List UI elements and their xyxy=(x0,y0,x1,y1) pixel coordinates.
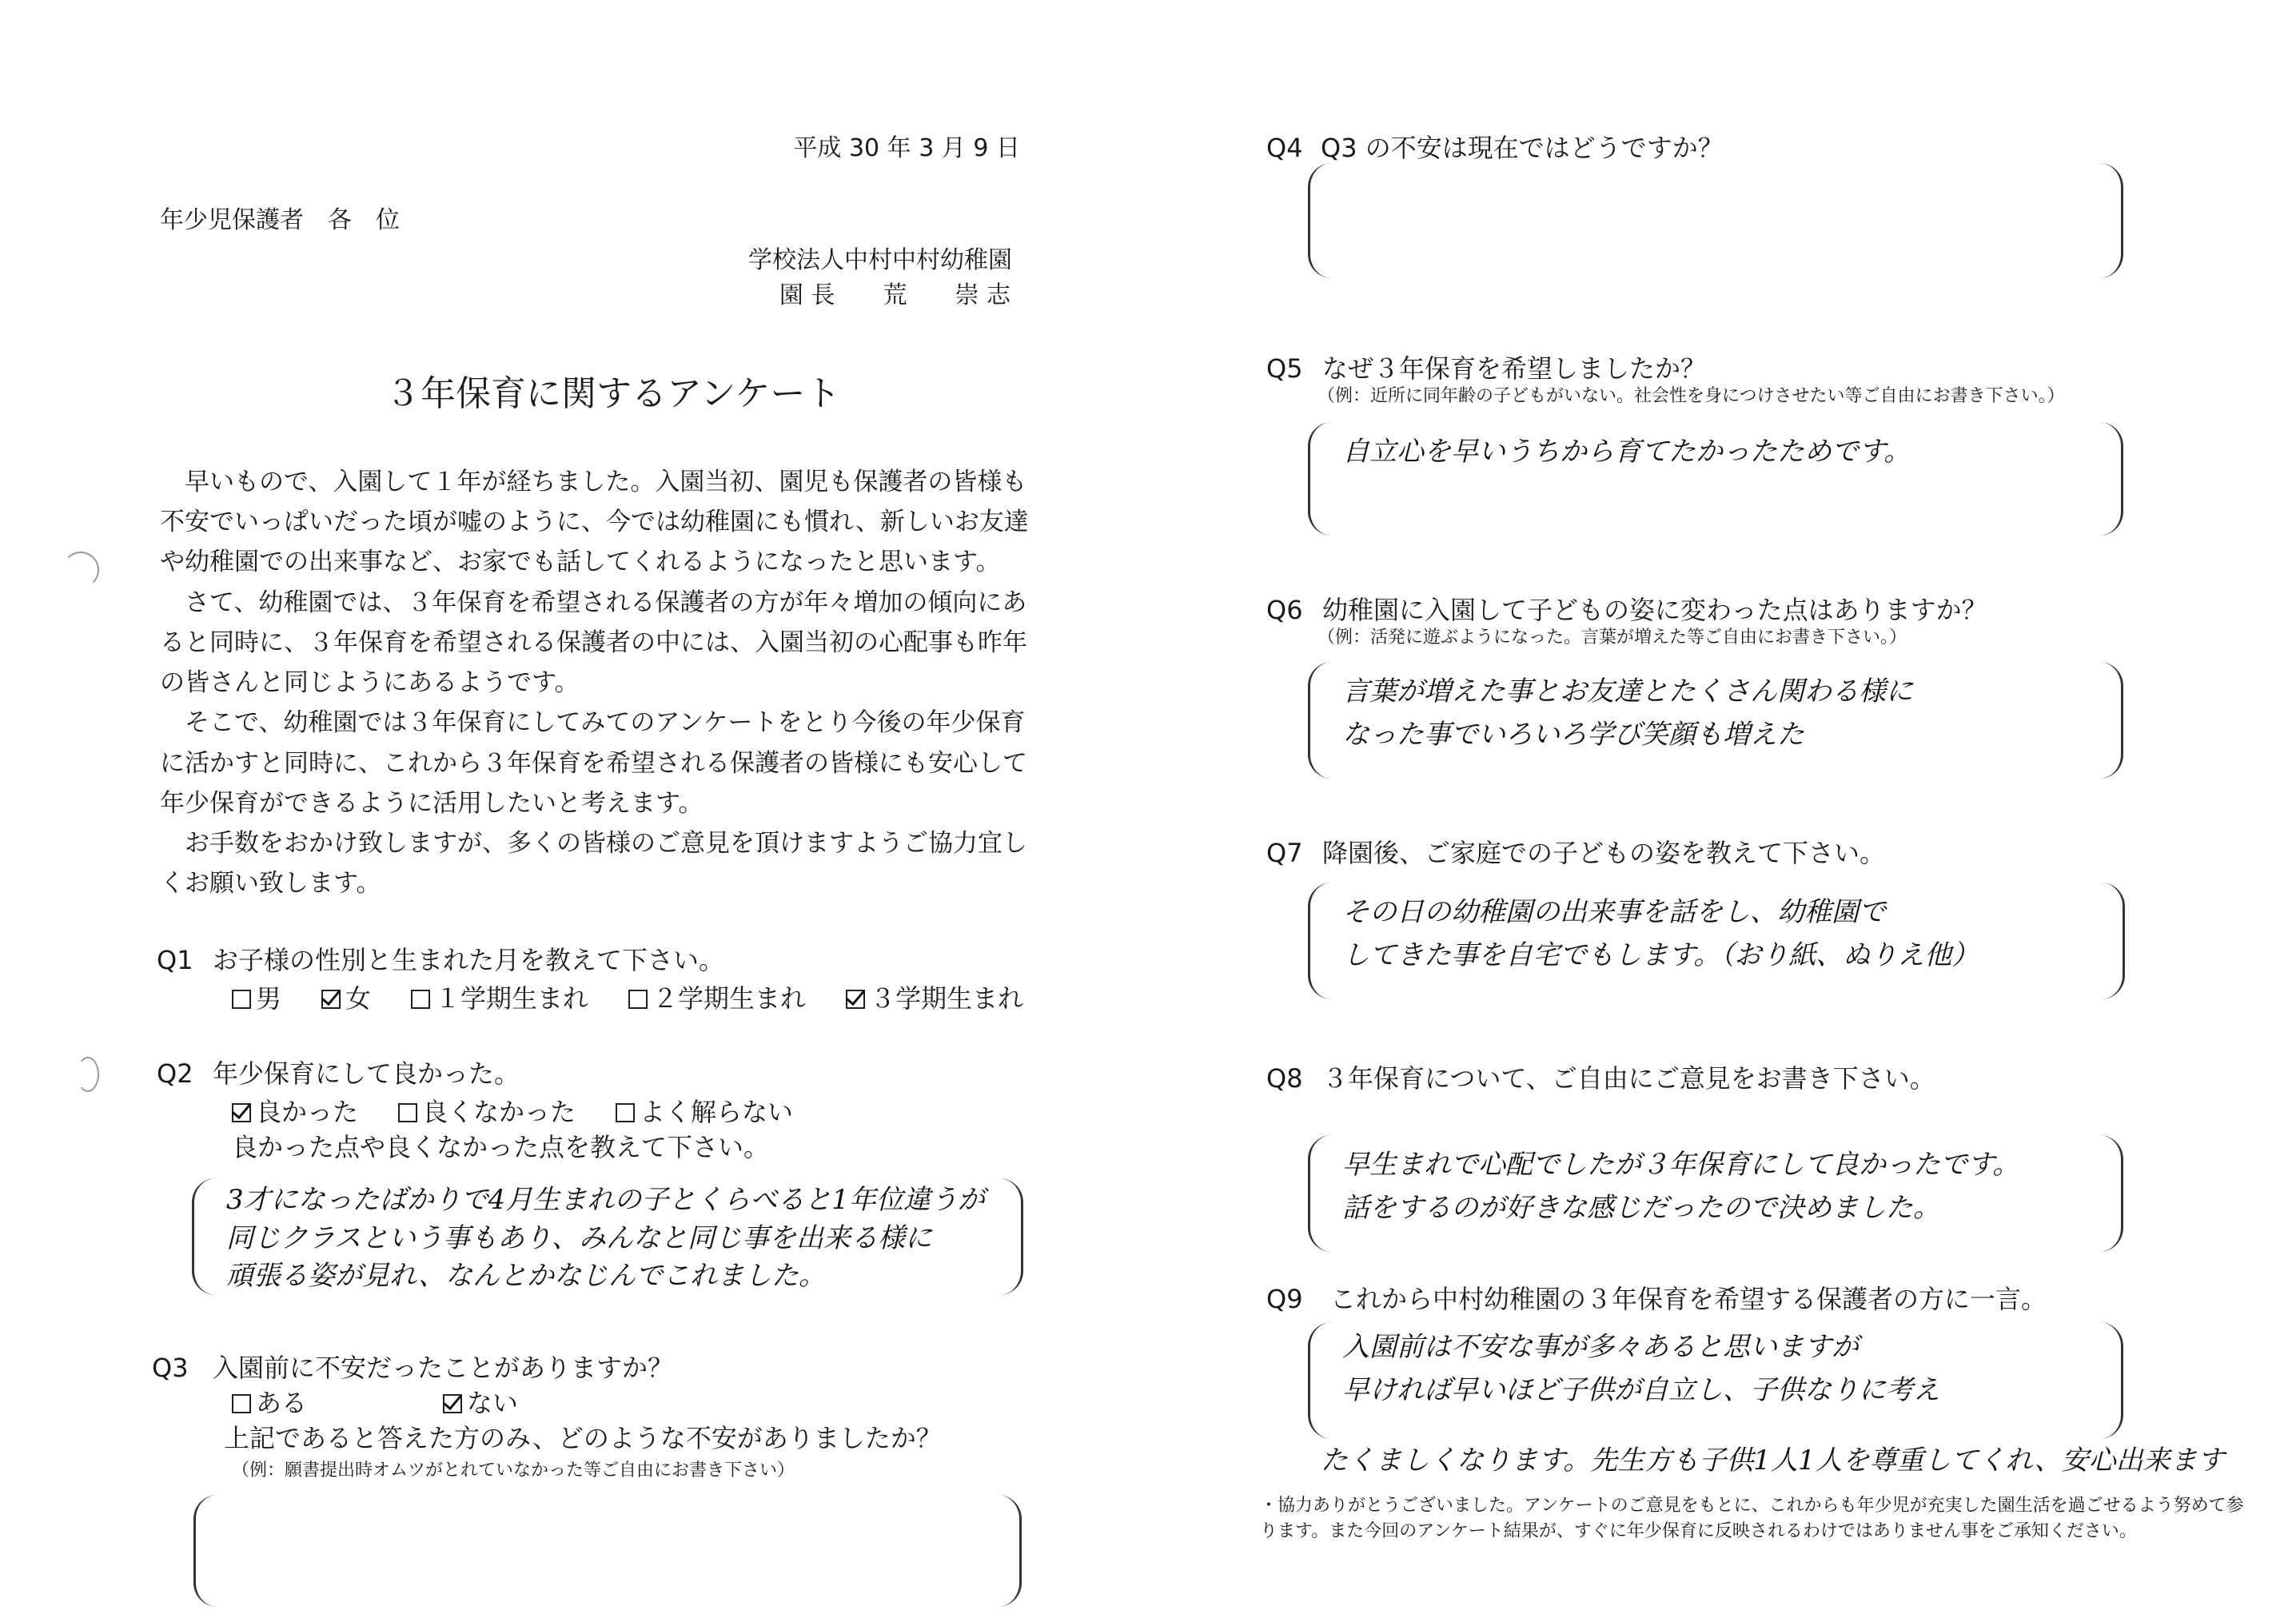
q2-answer-box[interactable] xyxy=(192,1178,1023,1295)
q2-question: 年少保育にして良かった。 xyxy=(213,1058,520,1089)
option-term2[interactable]: ２学期生まれ xyxy=(628,982,806,1016)
punch-hole-mark xyxy=(77,1057,99,1092)
intro-paragraph: お手数をおかけ致しますが、多くの皆様のご意見を頂けますようご協力宜しくお願い致します。 xyxy=(160,828,1027,899)
q4-question: Q3 の不安は現在ではどうですか？ xyxy=(1321,133,1724,163)
q3-question: 入園前に不安だったことがありますか？ xyxy=(213,1353,674,1383)
q9-answer-box[interactable] xyxy=(1308,1322,2123,1439)
option-yes[interactable]: ある xyxy=(232,1386,307,1421)
checkbox[interactable] xyxy=(398,1103,417,1122)
checkbox[interactable] xyxy=(411,990,430,1009)
option-no[interactable]: ない xyxy=(443,1386,518,1421)
handwritten-line: 同じクラスという事もあり、みんなと同じ事を出来る様に xyxy=(226,1221,932,1254)
checkbox-checked[interactable] xyxy=(321,990,341,1009)
option-good[interactable]: 良かった xyxy=(232,1095,358,1130)
q2-options xyxy=(232,1095,793,1130)
q1-options xyxy=(232,982,1023,1016)
handwritten-line: 話をするのが好きな感じだったので決めました。 xyxy=(1342,1192,1940,1225)
q5-answer-box[interactable] xyxy=(1308,422,2123,536)
footer-note: ・協力ありがとうございました。アンケートのご意見をもとに、これからも年少児が充実した園生活を過ごせるよう努めて参ります。また今回のアンケート結果が、すぐに年少保育に反映されるわけではありません事をご承知ください。 xyxy=(1260,1496,2244,1541)
q7-answer-box[interactable] xyxy=(1308,883,2125,999)
q1-number: Q1 xyxy=(157,945,193,975)
q3-subtext: 上記であると答えた方のみ、どのような不安がありましたか？ xyxy=(224,1423,942,1453)
q8-number: Q8 xyxy=(1266,1063,1303,1094)
checkbox[interactable] xyxy=(616,1103,635,1122)
q4-number: Q4 xyxy=(1266,133,1303,163)
right-page xyxy=(1148,0,2296,1618)
q6-answer-box[interactable] xyxy=(1308,662,2123,779)
option-female[interactable]: 女 xyxy=(321,982,371,1016)
q4-answer-box[interactable] xyxy=(1308,163,2123,278)
checkbox[interactable] xyxy=(232,1394,251,1413)
q9-question: これから中村幼稚園の３年保育を希望する保護者の方に一言。 xyxy=(1330,1284,2047,1314)
q3-example: （例：願書提出時オムツがとれていなかった等ご自由にお書き下さい） xyxy=(232,1461,795,1481)
page-title: ３年保育に関するアンケート xyxy=(385,373,841,414)
intro-paragraph: そこで、幼稚園では３年保育にしてみてのアンケートをとり今後の年少保育に活かすと同時に、これから３年保育を希望される保護者の皆様にも安心して年少保育ができるように活用したいと考えます。 xyxy=(160,708,1027,818)
handwritten-line: 3才になったばかりで4月生まれの子とくらべると1年位違うが xyxy=(226,1184,985,1216)
q8-question: ３年保育について、ご自由にご意見をお書き下さい。 xyxy=(1322,1063,1935,1094)
handwritten-line: 早ければ早いほど子供が自立し、子供なりに考え xyxy=(1342,1374,1940,1407)
checkbox-checked[interactable] xyxy=(232,1103,251,1122)
addressee: 年少児保護者 各 位 xyxy=(160,206,400,234)
q2-number: Q2 xyxy=(157,1058,193,1089)
handwritten-line: 頑張る姿が見れ、なんとかなじんでこれました。 xyxy=(226,1260,827,1293)
option-term1[interactable]: １学期生まれ xyxy=(411,982,588,1016)
handwritten-line-overflow: たくましくなります。先生方も子供1人1人を尊重してくれ、安心出来ます xyxy=(1321,1445,2225,1477)
q3-number: Q3 xyxy=(152,1353,189,1383)
q7-question: 降園後、ご家庭での子どもの姿を教えて下さい。 xyxy=(1322,838,1886,868)
q3-answer-box[interactable] xyxy=(193,1495,1022,1607)
q5-question: なぜ３年保育を希望しましたか？ xyxy=(1322,353,1707,384)
option-unknown[interactable]: よく解らない xyxy=(616,1095,793,1130)
principal-name: 園 長 荒 崇 志 xyxy=(779,281,1010,309)
q5-number: Q5 xyxy=(1266,353,1303,384)
intro-text xyxy=(160,462,1039,903)
handwritten-line: 自立心を早いうちから育てたかったためです。 xyxy=(1342,436,1911,468)
handwritten-line: その日の幼稚園の出来事を話をし、幼稚園で xyxy=(1342,896,1886,928)
q6-number: Q6 xyxy=(1266,595,1303,625)
handwritten-line: 早生まれで心配でしたが３年保育にして良かったです。 xyxy=(1342,1149,2020,1181)
handwritten-line: 言葉が増えた事とお友達とたくさん関わる様に xyxy=(1342,675,1913,707)
school-name: 学校法人中村中村幼稚園 xyxy=(748,246,1012,274)
handwritten-line: なった事でいろいろ学び笑顔も増えた xyxy=(1342,719,1804,751)
q9-number: Q9 xyxy=(1266,1284,1303,1314)
checkbox[interactable] xyxy=(232,990,251,1009)
q6-example: （例：活発に遊ぶようになった。言葉が増えた等ご自由にお書き下さい。） xyxy=(1317,628,1907,648)
date: 平成 30 年 3 月 9 日 xyxy=(793,134,1020,162)
q1-question: お子様の性別と生まれた月を教えて下さい。 xyxy=(213,945,725,975)
option-term3[interactable]: ３学期生まれ xyxy=(846,982,1023,1016)
intro-paragraph: 早いもので、入園して１年が経ちました。入園当初、園児も保護者の皆様も不安でいっぱいだった頃が嘘のように、今では幼稚園にも慣れ、新しいお友達や幼稚園での出来事など、お家でも話してくれるようになったと思います。 xyxy=(160,468,1029,577)
punch-hole-mark xyxy=(62,552,99,588)
handwritten-line: 入園前は不安な事が多々あると思いますが xyxy=(1342,1331,1859,1363)
option-male[interactable]: 男 xyxy=(232,982,281,1016)
q2-subtext: 良かった点や良くなかった点を教えて下さい。 xyxy=(232,1132,770,1162)
q3-options xyxy=(232,1386,518,1421)
q5-example: （例：近所に同年齢の子どもがいない。社会性を身につけさせたい等ご自由にお書き下さい。） xyxy=(1317,386,2065,406)
checkbox[interactable] xyxy=(628,990,648,1009)
q6-question: 幼稚園に入園して子どもの姿に変わった点はありますか？ xyxy=(1322,595,1987,625)
option-not-good[interactable]: 良くなかった xyxy=(398,1095,576,1130)
intro-paragraph: さて、幼稚園では、３年保育を希望される保護者の方が年々増加の傾向にあると同時に、３年保育を希望される保護者の中には、入園当初の心配事も昨年の皆さんと同じようにあるようです。 xyxy=(160,588,1027,698)
checkbox-checked[interactable] xyxy=(443,1394,462,1413)
q7-number: Q7 xyxy=(1266,838,1303,868)
handwritten-line: してきた事を自宅でもします。（おり紙、ぬりえ他） xyxy=(1342,939,1979,972)
q8-answer-box[interactable] xyxy=(1308,1135,2123,1252)
checkbox-checked[interactable] xyxy=(846,990,865,1009)
